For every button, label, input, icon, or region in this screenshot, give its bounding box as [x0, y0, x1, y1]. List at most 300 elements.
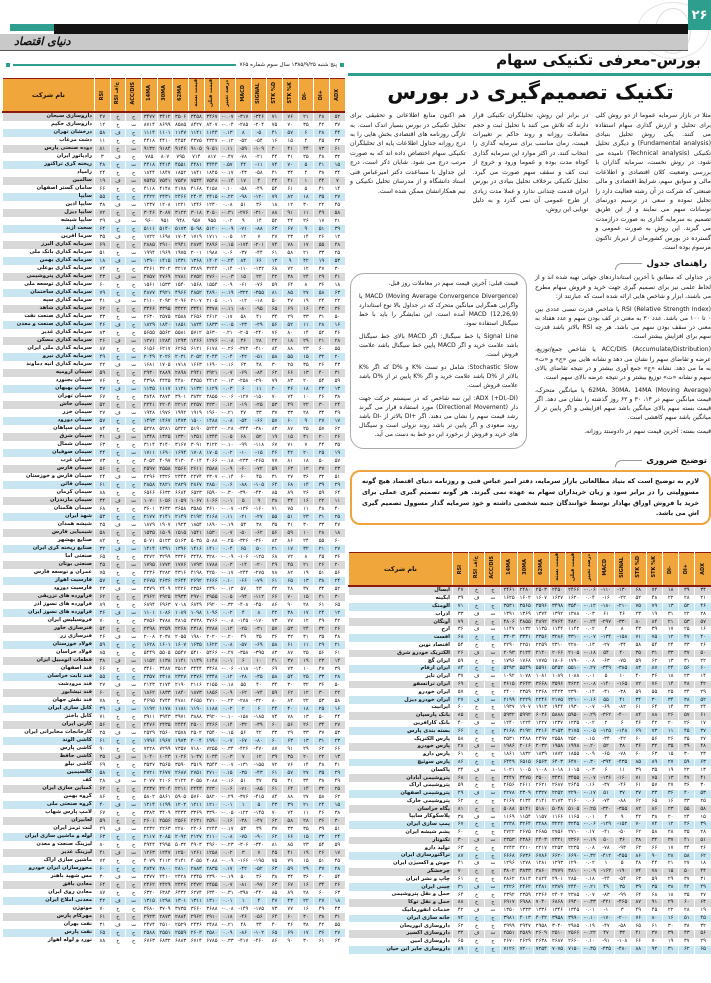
value-cell: ۳۴ [267, 681, 283, 689]
value-cell: ۱۳۳۶ [533, 907, 549, 915]
value-cell: ۳۸ [298, 921, 314, 929]
value-cell: ۱۳۰۱ [173, 897, 189, 905]
value-cell: ۷۱۲۶ [501, 946, 517, 954]
value-cell: ۷۲۵۴ [533, 946, 549, 954]
value-cell: ۲۲ [663, 907, 679, 915]
value-cell: ۴۸۵۵ [517, 618, 533, 626]
value-cell: ۲۸۱۰ [173, 865, 189, 873]
value-cell: -۱۷۵ [251, 905, 267, 913]
value-cell: ۱۹ [663, 766, 679, 774]
value-cell: ۴۲ [314, 121, 330, 129]
value-cell: ۳۳ [314, 673, 330, 681]
value-cell: ۷۵ [282, 505, 298, 513]
value-cell: ۱۵ [298, 857, 314, 865]
value-cell: ۳۳ [282, 409, 298, 417]
company-name-cell: قند مرودشت [3, 681, 95, 689]
company-name-cell: دوده صنعتی پارس [3, 145, 95, 153]
value-cell: ۳۵۹۶ [549, 681, 565, 689]
value-cell: ۴۸۹۲ [533, 618, 549, 626]
value-cell: ۱۵ [282, 137, 298, 145]
value-cell: ۵۶ [95, 721, 111, 729]
value-cell: ۳۸ [282, 273, 298, 281]
value-cell: ۸ [235, 129, 251, 137]
value-cell: خ [110, 425, 126, 433]
value-cell: ج [126, 553, 142, 561]
value-cell: -۳۰۶ [235, 841, 251, 849]
table-row [3, 225, 346, 233]
indicator-header: ADX [695, 553, 711, 587]
value-cell: ۲۹۴۷ [517, 922, 533, 930]
table-row [3, 497, 346, 505]
value-cell: ج [126, 905, 142, 913]
value-cell: ج [126, 265, 142, 273]
value-cell: ۲۴ [95, 169, 111, 177]
value-cell: ج [485, 821, 501, 829]
value-cell: ۶۳۲۰ [141, 889, 157, 897]
value-cell: ۱۲۹۸ [157, 897, 173, 905]
value-cell: ۰.۰۹ [220, 689, 236, 697]
value-cell: -۱۱۸ [251, 441, 267, 449]
value-cell: ۶۳۴۰ [204, 889, 220, 897]
value-cell: ۱۹۰۷ [157, 521, 173, 529]
value-cell: ۲۷۶۹ [157, 273, 173, 281]
value-cell: -۳۱ [598, 688, 614, 696]
value-cell: ۸۴ [282, 697, 298, 705]
value-cell: ۱۸۶۱ [501, 751, 517, 759]
value-cell: ۱۱ [614, 766, 630, 774]
value-cell: ۷۰ [95, 617, 111, 625]
value-cell: ۱۷۱۱ [141, 449, 157, 457]
value-cell: ج [485, 798, 501, 806]
value-cell: ۳۸ [329, 393, 345, 401]
value-cell: ۱۸۴۷ [157, 169, 173, 177]
value-cell: ۲۷۲۲ [501, 829, 517, 837]
table-row [3, 249, 346, 257]
value-cell: ۳۵ [298, 825, 314, 833]
value-cell: ۱۶ [663, 915, 679, 923]
value-cell: ۲۳۶۸ [533, 688, 549, 696]
value-cell: ج [126, 225, 142, 233]
value-cell: ۴۱۶۸ [188, 185, 204, 193]
value-cell: -۰.۱۱ [221, 305, 234, 312]
value-cell: ۲۴ [695, 704, 711, 712]
value-cell: ۸۲ [282, 569, 298, 577]
value-cell: -۳۴ [598, 735, 614, 743]
value-cell: ۵۱ [95, 249, 111, 257]
value-cell: ۵۸ [329, 697, 345, 705]
value-cell: ۲۸ [329, 865, 345, 873]
value-cell: ت [485, 883, 501, 891]
value-cell: ۱۵۶۸ [188, 281, 204, 289]
value-cell: ۱۳۵۱ [188, 433, 204, 441]
value-cell: ۳۶ [282, 921, 298, 929]
value-cell: ۳۳ [679, 642, 695, 650]
value-cell: ج [126, 441, 142, 449]
value-cell: ۵۶۵۵ [141, 329, 157, 337]
value-cell: ۱۰۸۹ [549, 673, 565, 681]
value-cell: ۵۳ [695, 790, 711, 798]
company-name-cell: فرآورده های نسوز ایران [3, 609, 95, 617]
table-row [349, 611, 711, 619]
value-cell: ت [126, 561, 142, 569]
value-cell: ۵۵۱۰ [566, 665, 582, 673]
value-cell: ۴۳۹۸ [141, 377, 157, 385]
value-cell: ۱۴۱۴ [141, 545, 157, 553]
value-cell: ۱۹۷۵ [173, 249, 189, 257]
table-row [3, 657, 346, 665]
value-cell: ت [485, 860, 501, 868]
indicator-header: 30MA [157, 79, 173, 113]
value-cell: ۴۱ [282, 849, 298, 857]
value-cell: ۳۳ [314, 833, 330, 841]
value-cell: ج [126, 641, 142, 649]
guide-box-paragraph: Stochastic Slow: شامل دو تست %K و %D که اگر %K بالاتر از %D باشد علامت خرید و اگر %K پایین تر از %D باشد علامت فروش است. [359, 364, 518, 390]
value-cell: خ [469, 922, 485, 930]
value-cell: ۵۸ [235, 313, 251, 321]
value-cell: ۸۰ [282, 329, 298, 337]
value-cell: ۲۴ [314, 609, 330, 617]
value-cell: خ [469, 774, 485, 782]
value-cell: ۳۲۷۲ [141, 553, 157, 561]
value-cell: ۲۶۰۱ [141, 817, 157, 825]
value-cell: ۵۷ [267, 417, 283, 425]
value-cell: ۲۵۵۸ [157, 465, 173, 473]
value-cell: ۳ [614, 907, 630, 915]
value-cell: ۵۵ [95, 193, 111, 201]
value-cell: ۴۶ [95, 321, 111, 329]
value-cell: ۵۴ [646, 642, 662, 650]
value-cell: -۷۴ [251, 689, 267, 697]
value-cell: -۳۸ [235, 817, 251, 825]
table-row [3, 761, 346, 769]
value-cell: ۱۷ [282, 545, 298, 553]
value-cell: ۳۴ [298, 777, 314, 785]
value-cell: ۱۱۱۷ [157, 385, 173, 393]
value-cell: خ [110, 769, 126, 777]
value-cell: ۲۲۱۰ [566, 696, 582, 704]
value-cell: ۴۶ [679, 821, 695, 829]
value-cell: ج [485, 586, 501, 595]
value-cell: ۴۸۲۰ [566, 618, 582, 626]
value-cell: -۳۵۵ [251, 289, 267, 297]
value-cell: ۱۹۸۰ [188, 633, 204, 641]
value-cell: ۶۴ [329, 489, 345, 497]
value-cell: ۴۴ [314, 177, 330, 185]
table-row [3, 865, 346, 873]
value-cell: ۶۰ [695, 665, 711, 673]
value-cell: -۳۱ [251, 625, 267, 633]
value-cell: ۲۸۸۹ [157, 369, 173, 377]
value-cell: ۱۹۹۴ [141, 249, 157, 257]
value-cell: ف [110, 681, 126, 689]
value-cell: ۰.۰۹ [220, 465, 236, 473]
value-cell: ۳۹ [95, 705, 111, 713]
value-cell: -۳۱۰ [251, 209, 267, 217]
value-cell: ۱۲۰۸ [157, 201, 173, 209]
value-cell: ج [126, 489, 142, 497]
value-cell: ۵ [614, 860, 630, 868]
value-cell: ۲۴۸۸ [204, 921, 220, 929]
value-cell: ۲۱۰۵ [204, 297, 220, 305]
value-cell: ۱۸۷۹ [141, 521, 157, 529]
company-name-cell: سرمایه گذاری توسعه ملی [3, 281, 95, 289]
value-cell: ۱۴۱۶ [188, 545, 204, 553]
value-cell: ۱۳ [298, 737, 314, 745]
company-name-cell: سیمان قائن [3, 481, 95, 489]
value-cell: ۲۴ [298, 625, 314, 633]
table-row [349, 751, 711, 759]
value-cell: ۷۷ [282, 617, 298, 625]
value-cell: ۳۶ [298, 473, 314, 481]
value-cell: ۱۸ [663, 891, 679, 899]
value-cell: ۷۸۵ [141, 153, 157, 161]
value-cell: ۳۴ [679, 844, 695, 852]
value-cell: ت [126, 273, 142, 281]
value-cell: ۳۳۶۶ [141, 305, 157, 313]
value-cell: ۱۱۴۱ [173, 657, 189, 665]
value-cell: ۶۶ [630, 938, 646, 946]
value-cell: ۵۵۹۱ [533, 665, 549, 673]
value-cell: ۲۱ [329, 641, 345, 649]
value-cell: -۱۰۵ [251, 481, 267, 489]
table-row [349, 743, 711, 751]
value-cell: ۲۱۶۸ [204, 513, 220, 521]
value-cell: ۳۹۱۱ [141, 713, 157, 721]
value-cell: -۰.۲۰ [582, 743, 598, 751]
value-cell: ۴۱۴۱ [173, 857, 189, 865]
value-cell: -۲۰۴ [251, 121, 267, 129]
company-name-cell: صنعتی بوتان [3, 561, 95, 569]
value-cell: ۲۶۳۱ [188, 817, 204, 825]
value-cell: ۱۴ [298, 761, 314, 769]
value-cell: -۱۵۰ [251, 393, 267, 401]
value-cell: ۱۹۴۴ [549, 704, 565, 712]
value-cell: ۱۸۷۲ [549, 751, 565, 759]
company-name-cell: فنرسازی زر [3, 633, 95, 641]
value-cell: ۰.۰۱ [220, 297, 236, 305]
value-cell: ۲۷۱۰ [204, 769, 220, 777]
value-cell: -۳۳۰ [614, 618, 630, 626]
value-cell: -۴۹ [251, 185, 267, 193]
value-cell: ج [126, 929, 142, 937]
value-cell: ۱۶ [267, 137, 283, 145]
value-cell: -۶۷ [235, 737, 251, 745]
table-row [349, 650, 711, 658]
value-cell: ج [126, 817, 142, 825]
value-cell: ۵۹۹۲ [517, 712, 533, 720]
value-cell: ۵۵ [329, 921, 345, 929]
value-cell: -۴۸۰ [614, 946, 630, 954]
value-cell: ۶۶۲۰ [549, 852, 565, 860]
value-cell: ۵۳ [95, 513, 111, 521]
value-cell: ۴۰ [614, 650, 630, 658]
company-name-cell: گروه بهمن [3, 793, 95, 801]
value-cell: -۰.۲۶ [221, 345, 234, 352]
value-cell: ۵۶ [267, 529, 283, 537]
value-cell: ۰.۱۶ [582, 782, 598, 790]
value-cell: ۷ [235, 753, 251, 761]
value-cell: -۰.۰۷ [221, 113, 234, 120]
value-cell: ۱۲۳۵ [566, 720, 582, 728]
value-cell: ۸۷ [646, 665, 662, 673]
table-row [349, 860, 711, 868]
table-row [349, 782, 711, 790]
value-cell: ۳۸ [314, 169, 330, 177]
value-cell: ۱۲۴۷ [157, 849, 173, 857]
value-cell: -۶۱ [235, 281, 251, 289]
company-name-cell: پشم شیشه ایران [349, 829, 453, 837]
value-cell: -۴۳۵ [598, 946, 614, 954]
value-cell: ۱۹ [95, 177, 111, 185]
value-cell: ۷۰ [267, 809, 283, 817]
value-cell: ۳۱۵۳ [549, 727, 565, 735]
value-cell: -۰.۰۸ [221, 337, 234, 344]
value-cell: ۸۵ [453, 712, 469, 720]
value-cell: ج [485, 844, 501, 852]
value-cell: ۲۸۶۷ [188, 481, 204, 489]
value-cell: -۸۸ [614, 798, 630, 806]
heading-bracket-decoration [615, 460, 642, 467]
value-cell: -۱۴ [235, 561, 251, 569]
value-cell: ۳۶ [614, 837, 630, 845]
value-cell: ۳۵ [282, 753, 298, 761]
company-name-cell: داروسازی جابر ابن حیان [349, 946, 453, 954]
value-cell: ۶۳ [282, 737, 298, 745]
company-name-cell: بسته بندی پارس [349, 727, 453, 735]
company-name-cell: لیزینگ صنعت و معدن [3, 841, 95, 849]
value-cell: ۳۴۳۳ [173, 809, 189, 817]
company-name-cell: سالمین [3, 177, 95, 185]
value-cell: ۲۷ [314, 417, 330, 425]
value-cell: ۲۹۲۱ [204, 369, 220, 377]
value-cell: ۲۸۲۴ [533, 876, 549, 884]
value-cell: -۲۱ [251, 153, 267, 161]
value-cell: ۵۱۶۳ [173, 537, 189, 545]
value-cell: ۱۲۸۱ [533, 860, 549, 868]
value-cell: ۲۰۱۶ [517, 743, 533, 751]
company-name-cell: پارس سوئیچ [349, 759, 453, 767]
value-cell: ف [469, 743, 485, 751]
value-cell: ۳۹۷۱ [173, 713, 189, 721]
value-cell: ۱۴ [251, 217, 267, 225]
value-cell: ۳۲۴۸ [188, 553, 204, 561]
value-cell: ۳۲۰۲ [157, 265, 173, 273]
value-cell: -۱۶۰ [614, 774, 630, 782]
value-cell: ۳۸ [95, 201, 111, 209]
company-name-cell: پتروشیمی خارک [349, 798, 453, 806]
value-cell: ۲۷ [298, 769, 314, 777]
value-cell: ۳۳ [298, 313, 314, 321]
value-cell: ۲۸۸۴ [173, 913, 189, 921]
value-cell: ۵۰۴۸ [549, 805, 565, 813]
value-cell: ۳۸ [630, 837, 646, 845]
value-cell: ۶۱ [314, 601, 330, 609]
value-cell: ت [126, 777, 142, 785]
value-cell: ۳۹۲۰ [204, 713, 220, 721]
value-cell: -۵۰ [614, 829, 630, 837]
indicator-header: STK %D [267, 79, 283, 113]
value-cell: ۳۶ [251, 873, 267, 881]
value-cell: ۲۹۶۲ [188, 913, 204, 921]
value-cell: ۶۵ [267, 929, 283, 937]
value-cell: -۳۷۲ [235, 345, 251, 353]
value-cell: ۴۹ [630, 907, 646, 915]
value-cell: ۱۸ [329, 897, 345, 905]
value-cell: -۳۲ [235, 721, 251, 729]
value-cell: ۶۱ [646, 922, 662, 930]
value-cell: ۵۹ [329, 377, 345, 385]
value-cell: ۲۲ [329, 297, 345, 305]
value-cell: ۳۵ [95, 233, 111, 241]
value-cell: ۲۳ [314, 385, 330, 393]
value-cell: -۹۹ [235, 441, 251, 449]
value-cell: -۶۶ [235, 577, 251, 585]
value-cell: ۱۴۳۱ [173, 257, 189, 265]
value-cell: ج [126, 169, 142, 177]
value-cell: ۶۹ [95, 241, 111, 249]
value-cell: ۱ [598, 860, 614, 868]
value-cell: ۲۴۳۵ [157, 721, 173, 729]
value-cell: ۳۶۰۱ [141, 505, 157, 513]
value-cell: ۵۶ [314, 649, 330, 657]
value-cell: -۷۱ [235, 785, 251, 793]
company-name-cell: داروسازی حکیم [3, 121, 95, 129]
value-cell: ۴۵ [695, 915, 711, 923]
value-cell: ۶۸۹۴ [141, 601, 157, 609]
value-cell: خ [110, 505, 126, 513]
value-cell: ۶۱ [329, 649, 345, 657]
value-cell: ۲۲ [663, 595, 679, 603]
value-cell: ۳۸ [679, 696, 695, 704]
value-cell: ۲۵۵۶ [157, 817, 173, 825]
value-cell: ۱۶۲۸ [141, 641, 157, 649]
value-cell: ۴۱ [614, 696, 630, 704]
table-row [349, 805, 711, 813]
value-cell: -۸۰ [251, 737, 267, 745]
value-cell: ۶۳ [95, 833, 111, 841]
value-cell: -۱۲ [235, 297, 251, 305]
value-cell: خ [469, 891, 485, 899]
company-name-cell: لیزینگ غدیر [3, 849, 95, 857]
value-cell: ۲۸۱۳ [517, 876, 533, 884]
company-name-cell: کالسیمین [3, 769, 95, 777]
value-cell: ۰.۱۷ [220, 313, 236, 321]
value-cell: ج [126, 209, 142, 217]
value-cell: خ [110, 625, 126, 633]
value-cell: ۸۸ [267, 209, 283, 217]
value-cell: ۱۸۵۵ [566, 751, 582, 759]
table-row [3, 409, 346, 417]
value-cell: ۱۹۶۷ [157, 737, 173, 745]
value-cell: ۲۶ [663, 712, 679, 720]
value-cell: ۱۳۱۵ [141, 897, 157, 905]
value-cell: ۶۲ [95, 593, 111, 601]
value-cell: ۳۷ [267, 825, 283, 833]
table-header-row [3, 79, 346, 113]
value-cell: ۳۱۴۰ [157, 441, 173, 449]
value-cell: ۲۵ [329, 249, 345, 257]
value-cell: ۳۵ [646, 766, 662, 774]
value-cell: ۱۶۹۰ [204, 361, 220, 369]
indicator-header: +DI [314, 79, 330, 113]
value-cell: ۹۱ [646, 899, 662, 907]
value-cell: ۱۲ [663, 821, 679, 829]
value-cell: ۶۱۲۱ [188, 345, 204, 353]
company-name-cell: قند نیشابور [3, 689, 95, 697]
value-cell: ۳۵۹۶ [533, 603, 549, 611]
table-row [3, 337, 346, 345]
value-cell: ۱۱ [298, 641, 314, 649]
